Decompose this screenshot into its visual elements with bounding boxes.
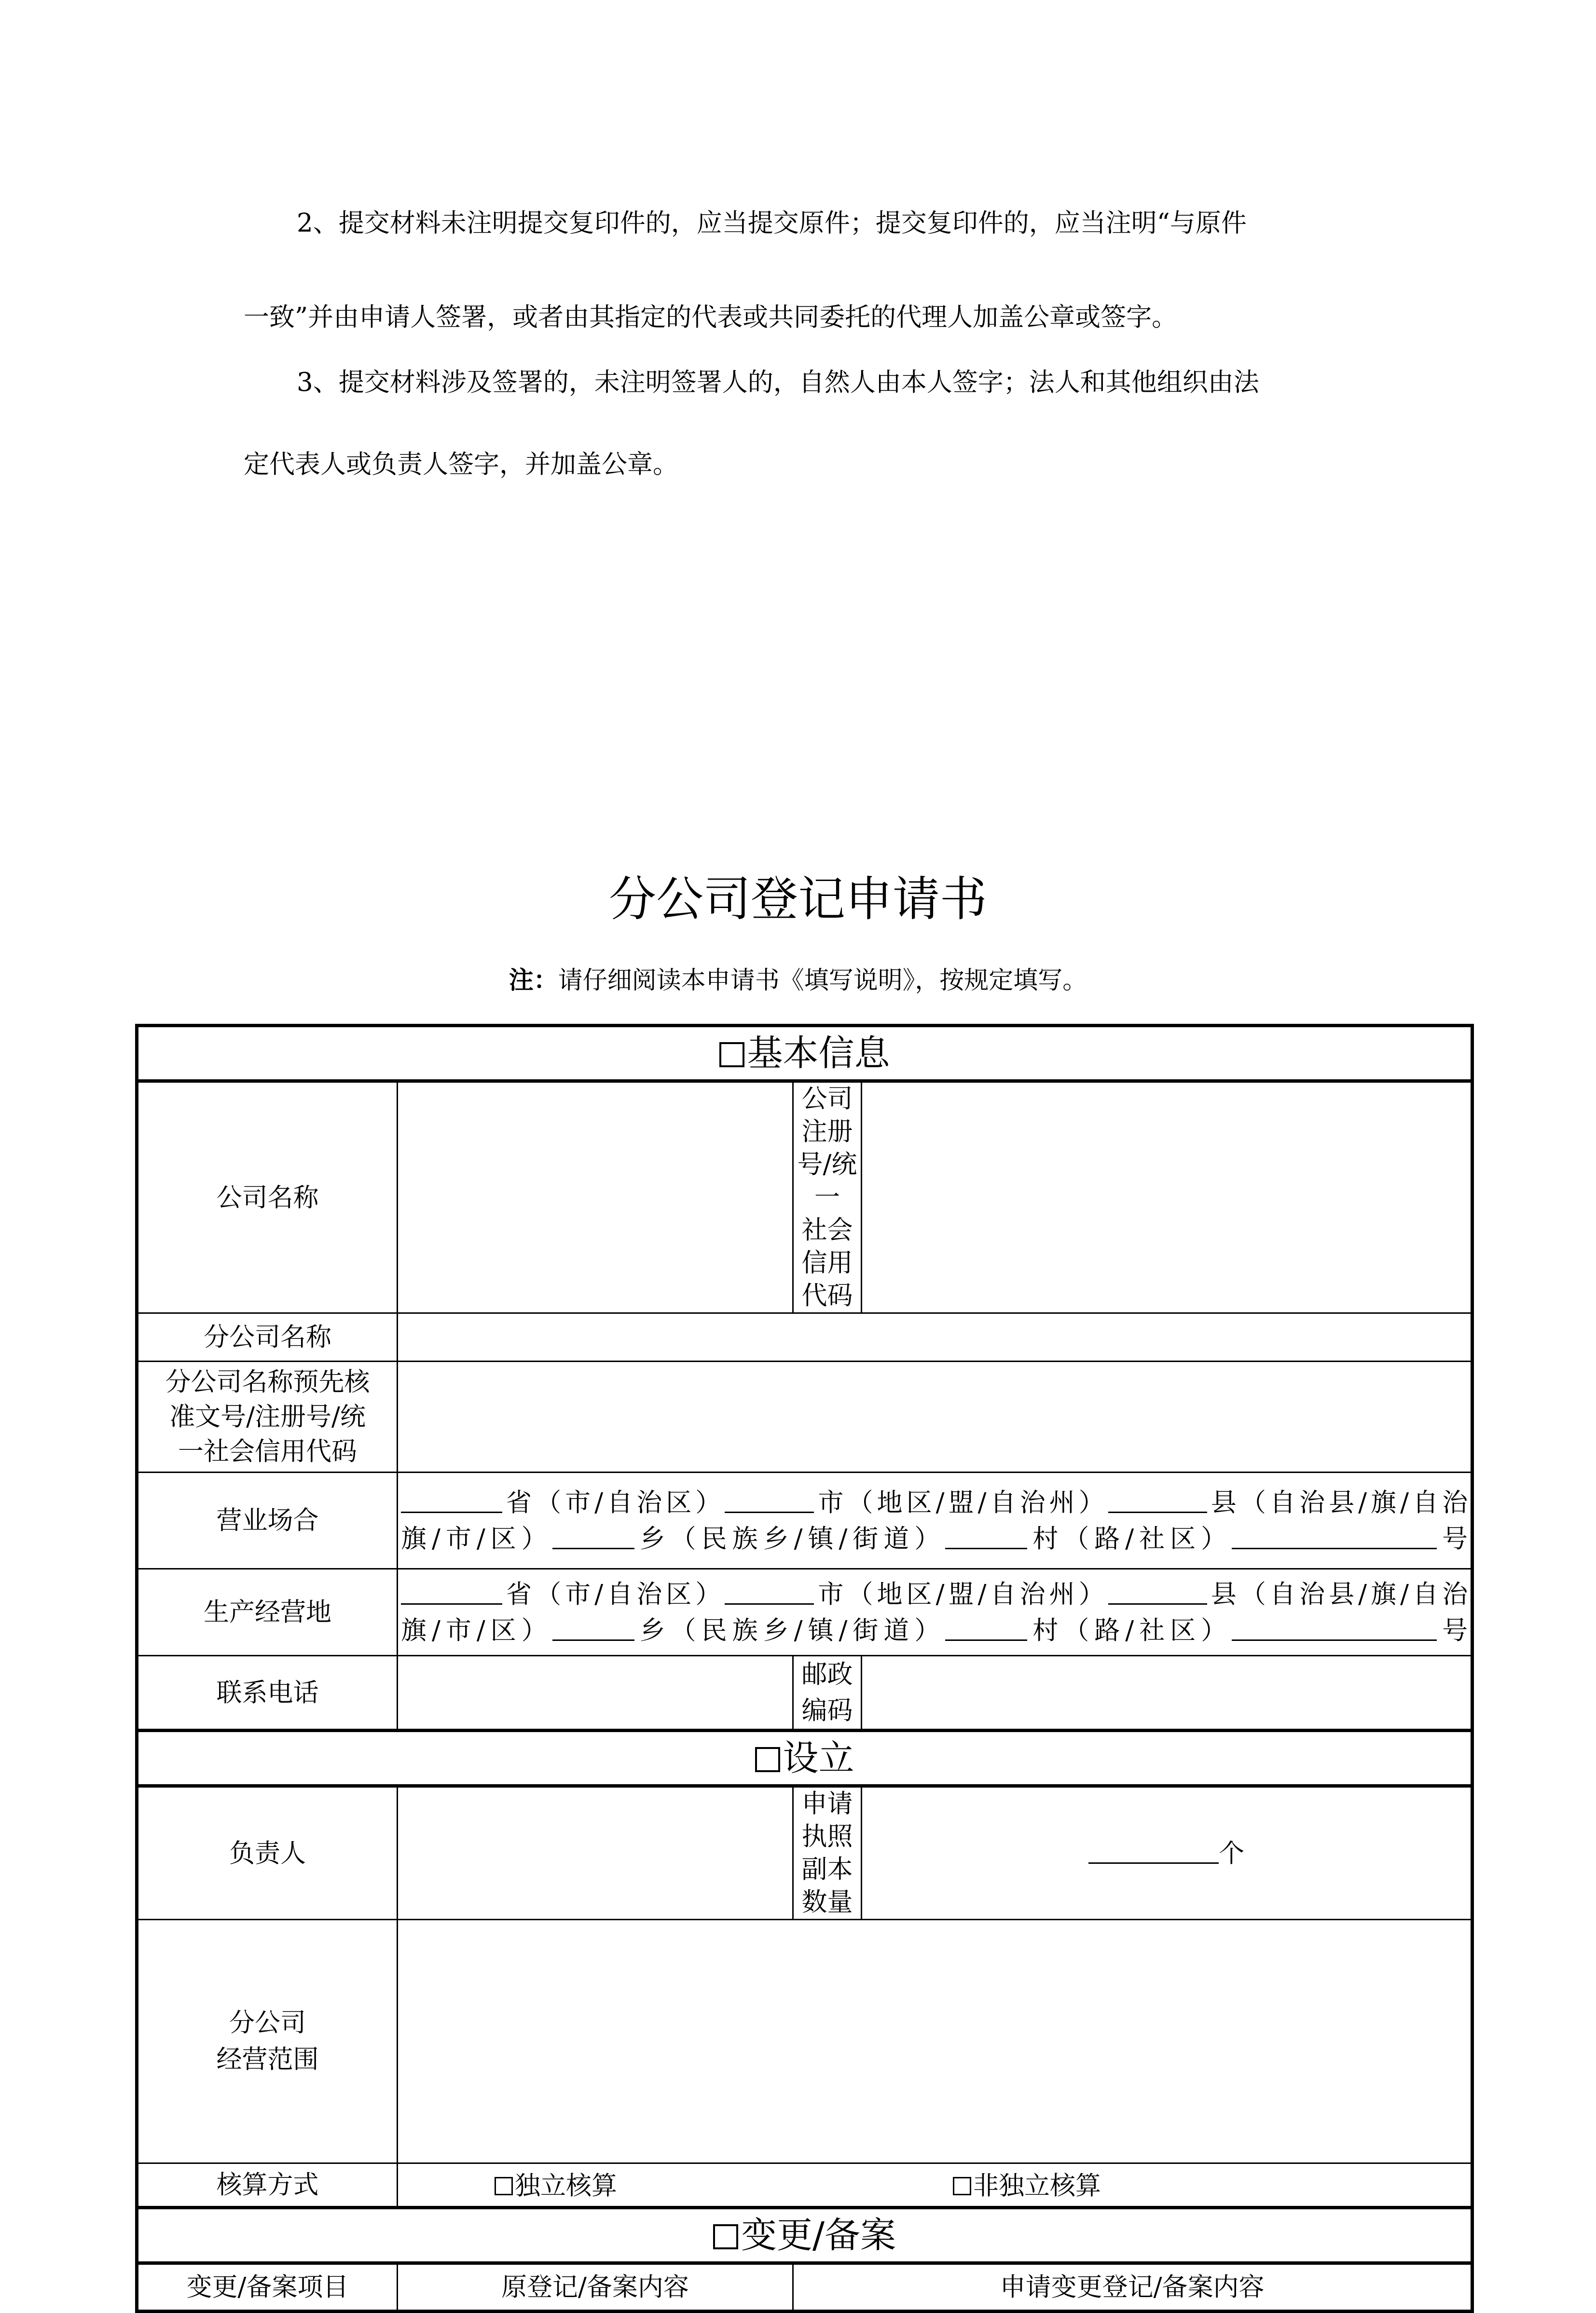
- addr-city: 市（地区/盟/自治州）: [814, 1579, 1108, 1609]
- label-branch-name: 分公司名称: [137, 1313, 398, 1362]
- input-license-copies[interactable]: [862, 1786, 1472, 1920]
- label-accounting-method: 核算方式: [137, 2163, 398, 2208]
- note-line-3: 3、提交材料涉及签署的，未注明签署人的，自然人由本人签字；法人和其他组织由法: [297, 368, 1259, 397]
- addr-county-cont: 旗/市/区）: [401, 1524, 552, 1554]
- fill-instruction: [0, 960, 1596, 996]
- blank-copies[interactable]: [1088, 1838, 1219, 1864]
- label-license-copies-line2: 数量: [801, 1887, 853, 1917]
- label-company-name: 公司名称: [137, 1081, 398, 1313]
- section-establish: [137, 1731, 1472, 1786]
- addr-village: 村（路/社区）: [1027, 1615, 1232, 1645]
- fill-instruction-prefix: 注：: [509, 966, 558, 995]
- blank-village[interactable]: [945, 1524, 1027, 1549]
- option-independent[interactable]: [495, 2168, 617, 2204]
- addr-number: 号: [1437, 1524, 1468, 1554]
- section-change-label: 变更/备案: [741, 2214, 896, 2256]
- copies-unit: 个: [1219, 1838, 1245, 1868]
- checkbox-icon[interactable]: [713, 2224, 738, 2249]
- label-postcode: 邮政编码: [793, 1656, 862, 1731]
- input-postcode[interactable]: [862, 1656, 1472, 1731]
- label-business-scope-line2: 经营范围: [216, 2045, 319, 2074]
- option-non-independent[interactable]: [953, 2168, 1101, 2204]
- addr-city: 市（地区/盟/自治州）: [814, 1487, 1108, 1517]
- checkbox-icon[interactable]: [755, 1747, 780, 1772]
- accounting-method-options: [398, 2163, 1472, 2208]
- addr-county: 县（自治县/旗/自治: [1207, 1487, 1468, 1517]
- input-pre-approval-number[interactable]: [398, 1362, 1472, 1473]
- label-requested-content: 申请变更登记/备案内容: [793, 2263, 1472, 2312]
- option-non-independent-label: 非独立核算: [973, 2171, 1101, 2201]
- addr-village: 村（路/社区）: [1027, 1524, 1232, 1554]
- checkbox-icon[interactable]: [719, 1042, 744, 1067]
- note-line-1: 2、提交材料未注明提交复印件的，应当提交原件；提交复印件的，应当注明“与原件: [297, 208, 1247, 238]
- label-original-content: 原登记/备案内容: [398, 2263, 793, 2312]
- blank-number[interactable]: [1232, 1524, 1437, 1549]
- label-phone: 联系电话: [137, 1656, 398, 1731]
- label-pre-approval-line3: 一社会信用代码: [178, 1436, 357, 1466]
- fill-instruction-text: 请仔细阅读本申请书《填写说明》，按规定填写。: [558, 966, 1087, 995]
- addr-number: 号: [1437, 1615, 1468, 1645]
- addr-township: 乡（民族乡/镇/街道）: [634, 1615, 946, 1645]
- input-business-scope[interactable]: [398, 1920, 1472, 2163]
- addr-province: 省（市/自治区）: [502, 1487, 725, 1517]
- input-phone[interactable]: [398, 1656, 793, 1731]
- label-registration-number: [793, 1081, 862, 1313]
- label-pre-approval-line1: 分公司名称预先核: [165, 1367, 370, 1397]
- label-production-place: 生产经营地: [137, 1569, 398, 1656]
- blank-township[interactable]: [552, 1524, 634, 1549]
- business-place-address[interactable]: [398, 1473, 1472, 1569]
- blank-city[interactable]: [725, 1579, 814, 1605]
- blank-county[interactable]: [1108, 1487, 1207, 1513]
- label-business-scope-line1: 分公司: [229, 2008, 306, 2038]
- blank-village[interactable]: [945, 1615, 1027, 1641]
- label-change-item: 变更/备案项目: [137, 2263, 398, 2312]
- document-title: 分公司登记申请书: [608, 872, 987, 927]
- addr-county-cont: 旗/市/区）: [401, 1615, 552, 1645]
- addr-county: 县（自治县/旗/自治: [1207, 1579, 1468, 1609]
- blank-township[interactable]: [552, 1615, 634, 1641]
- label-business-place: 营业场合: [137, 1473, 398, 1569]
- input-person-in-charge[interactable]: [398, 1786, 793, 1920]
- blank-province[interactable]: [401, 1487, 502, 1513]
- input-branch-name[interactable]: [398, 1313, 1472, 1362]
- label-registration-number-line1: 公司注册号/统一: [797, 1084, 857, 1212]
- blank-number[interactable]: [1232, 1615, 1437, 1641]
- blank-city[interactable]: [725, 1487, 814, 1513]
- checkbox-icon[interactable]: [495, 2177, 513, 2195]
- section-basic-info-label: 基本信息: [747, 1032, 890, 1074]
- label-license-copies: [793, 1786, 862, 1920]
- label-pre-approval-number: [137, 1362, 398, 1473]
- label-person-in-charge: 负责人: [137, 1786, 398, 1920]
- section-establish-label: 设立: [783, 1737, 854, 1779]
- production-place-address[interactable]: [398, 1569, 1472, 1656]
- option-independent-label: 独立核算: [515, 2171, 617, 2201]
- section-basic-info: [137, 1026, 1472, 1081]
- checkbox-icon[interactable]: [953, 2177, 971, 2195]
- label-pre-approval-line2: 准文号/注册号/统: [169, 1402, 366, 1432]
- input-company-name[interactable]: [398, 1081, 793, 1313]
- label-registration-number-line2: 社会信用代码: [801, 1215, 853, 1310]
- addr-township: 乡（民族乡/镇/街道）: [634, 1524, 946, 1554]
- label-business-scope: [137, 1920, 398, 2163]
- blank-county[interactable]: [1108, 1579, 1207, 1605]
- registration-form: [135, 1024, 1474, 2313]
- addr-province: 省（市/自治区）: [502, 1579, 725, 1609]
- section-change: [137, 2208, 1472, 2263]
- input-registration-number[interactable]: [862, 1081, 1472, 1313]
- label-license-copies-line1: 申请执照副本: [801, 1789, 853, 1884]
- note-line-4: 定代表人或负责人签字，并加盖公章。: [244, 450, 678, 479]
- blank-province[interactable]: [401, 1579, 502, 1605]
- note-line-2: 一致”并由申请人签署，或者由其指定的代表或共同委托的代理人加盖公章或签字。: [244, 303, 1178, 332]
